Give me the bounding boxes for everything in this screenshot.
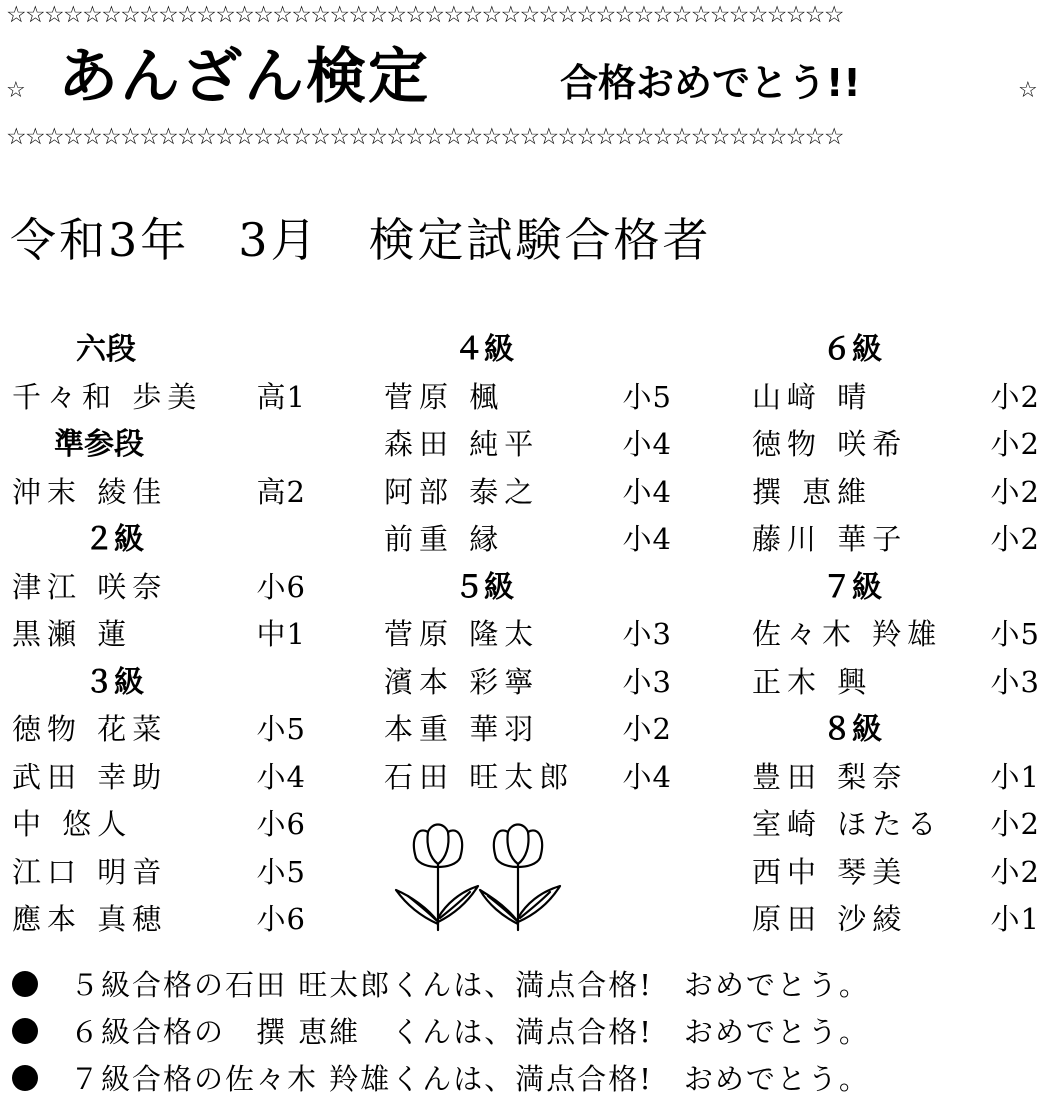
school-year: 小2 xyxy=(990,807,1040,841)
school-year: 小2 xyxy=(990,522,1040,556)
school-year: 小5 xyxy=(622,379,672,414)
result-row xyxy=(372,516,672,564)
bullet-icon xyxy=(12,971,38,997)
student-name: 正木 興 xyxy=(752,664,873,699)
banner-title: あんざん検定 xyxy=(58,42,430,112)
student-name: 津江 咲奈 xyxy=(12,569,168,604)
result-row xyxy=(372,706,672,754)
student-name: 前重 縁 xyxy=(384,522,505,556)
result-row xyxy=(372,754,672,802)
grade-heading: ８級 xyxy=(822,712,882,747)
result-row xyxy=(740,611,1040,659)
student-name: 菅原 隆太 xyxy=(384,617,540,651)
tulip-icon-right xyxy=(480,825,560,931)
note-item xyxy=(12,1009,870,1056)
student-name: 菅原 楓 xyxy=(384,379,505,414)
result-row xyxy=(6,564,306,612)
tulip-icon-left xyxy=(396,825,478,931)
grade-heading: ２級 xyxy=(84,522,144,557)
banner-subtitle: 合格おめでとう!! xyxy=(560,61,861,105)
result-row xyxy=(6,754,306,802)
student-name: 阿部 泰之 xyxy=(384,474,540,509)
student-name: 千々和 歩美 xyxy=(12,379,203,414)
result-row xyxy=(6,849,306,897)
school-year: 小2 xyxy=(990,474,1040,509)
result-row xyxy=(740,516,1040,564)
school-year: 小2 xyxy=(990,427,1040,461)
student-name: 徳物 花菜 xyxy=(12,712,168,746)
student-name: 原田 沙綾 xyxy=(752,902,908,936)
note-text: ６級合格の 撰 恵維 くんは、満点合格! おめでとう。 xyxy=(70,1015,870,1049)
result-row xyxy=(6,896,306,944)
school-year: 小3 xyxy=(990,664,1040,699)
student-name: 森田 純平 xyxy=(384,427,540,461)
result-row xyxy=(740,754,1040,802)
school-year: 小5 xyxy=(256,712,306,746)
grade-heading: 準参段 xyxy=(54,427,144,462)
student-name: 豊田 梨奈 xyxy=(752,759,908,794)
star-border-bottom: ☆☆☆☆☆☆☆☆☆☆☆☆☆☆☆☆☆☆☆☆☆☆☆☆☆☆☆☆☆☆☆☆☆☆☆☆☆☆☆☆☆☆☆☆ xyxy=(6,124,843,150)
result-row xyxy=(372,421,672,469)
student-name: 濱本 彩寧 xyxy=(384,664,540,699)
school-year: 小5 xyxy=(256,854,306,889)
school-year: 小3 xyxy=(622,664,672,699)
result-row xyxy=(372,659,672,707)
page-title: 令和3年 3月 検定試験合格者 xyxy=(10,213,712,267)
grade-heading: ３級 xyxy=(84,664,144,700)
school-year: 小2 xyxy=(622,712,672,746)
school-year: 小4 xyxy=(622,759,672,794)
star-icon-right: ☆ xyxy=(1018,78,1038,103)
grade-heading: 六段 xyxy=(76,332,136,367)
results-column-2 xyxy=(372,326,672,801)
note-text: ５級合格の石田 旺太郎くんは、満点合格! おめでとう。 xyxy=(70,968,870,1002)
student-name: 室崎 ほたる xyxy=(752,807,943,841)
student-name: 佐々木 羚雄 xyxy=(752,617,943,651)
student-name: 藤川 華子 xyxy=(752,522,908,556)
student-name: 應本 真穂 xyxy=(12,902,168,936)
result-row xyxy=(740,801,1040,849)
result-row xyxy=(740,849,1040,897)
school-year: 小4 xyxy=(622,474,672,509)
result-row xyxy=(740,469,1040,517)
result-row xyxy=(740,421,1040,469)
school-year: 小2 xyxy=(990,854,1040,889)
school-year: 高2 xyxy=(256,474,306,509)
star-border-top: ☆☆☆☆☆☆☆☆☆☆☆☆☆☆☆☆☆☆☆☆☆☆☆☆☆☆☆☆☆☆☆☆☆☆☆☆☆☆☆☆☆☆☆☆ xyxy=(6,2,843,28)
student-name: 中 悠人 xyxy=(12,807,133,841)
school-year: 小6 xyxy=(256,807,306,841)
note-item xyxy=(12,1056,870,1103)
grade-heading: ５級 xyxy=(454,569,514,605)
result-row xyxy=(740,374,1040,422)
result-row xyxy=(372,611,672,659)
school-year: 中1 xyxy=(256,617,306,651)
bullet-icon xyxy=(12,1018,38,1044)
student-name: 撰 恵維 xyxy=(752,474,873,509)
school-year: 高1 xyxy=(256,379,306,414)
school-year: 小1 xyxy=(990,759,1040,794)
student-name: 石田 旺太郎 xyxy=(384,759,575,794)
result-row xyxy=(6,801,306,849)
grade-heading: ６級 xyxy=(822,332,882,367)
result-row xyxy=(372,374,672,422)
result-row xyxy=(740,896,1040,944)
school-year: 小3 xyxy=(622,617,672,651)
student-name: 武田 幸助 xyxy=(12,759,168,794)
student-name: 徳物 咲希 xyxy=(752,427,908,461)
result-row xyxy=(740,659,1040,707)
school-year: 小4 xyxy=(256,759,306,794)
results-column-3 xyxy=(740,326,1040,944)
star-icon-left: ☆ xyxy=(6,78,26,103)
results-column-1 xyxy=(6,326,306,944)
notes-list xyxy=(12,962,870,1103)
school-year: 小5 xyxy=(990,617,1040,651)
note-item xyxy=(12,962,870,1009)
tulip-illustration xyxy=(388,818,568,938)
result-row xyxy=(372,469,672,517)
school-year: 小4 xyxy=(622,427,672,461)
student-name: 黒瀬 蓮 xyxy=(12,617,133,651)
student-name: 沖末 綾佳 xyxy=(12,474,168,509)
result-row xyxy=(6,374,306,422)
grade-heading: ４級 xyxy=(454,332,514,367)
result-row xyxy=(6,611,306,659)
school-year: 小6 xyxy=(256,569,306,604)
note-text: ７級合格の佐々木 羚雄くんは、満点合格! おめでとう。 xyxy=(70,1062,870,1096)
student-name: 西中 琴美 xyxy=(752,854,908,889)
student-name: 山﨑 晴 xyxy=(752,379,873,414)
student-name: 江口 明音 xyxy=(12,854,168,889)
school-year: 小1 xyxy=(990,902,1040,936)
student-name: 本重 華羽 xyxy=(384,712,540,746)
result-row xyxy=(6,706,306,754)
school-year: 小4 xyxy=(622,522,672,556)
school-year: 小6 xyxy=(256,902,306,936)
bullet-icon xyxy=(12,1065,38,1091)
school-year: 小2 xyxy=(990,379,1040,414)
grade-heading: ７級 xyxy=(822,569,882,605)
result-row xyxy=(6,469,306,517)
